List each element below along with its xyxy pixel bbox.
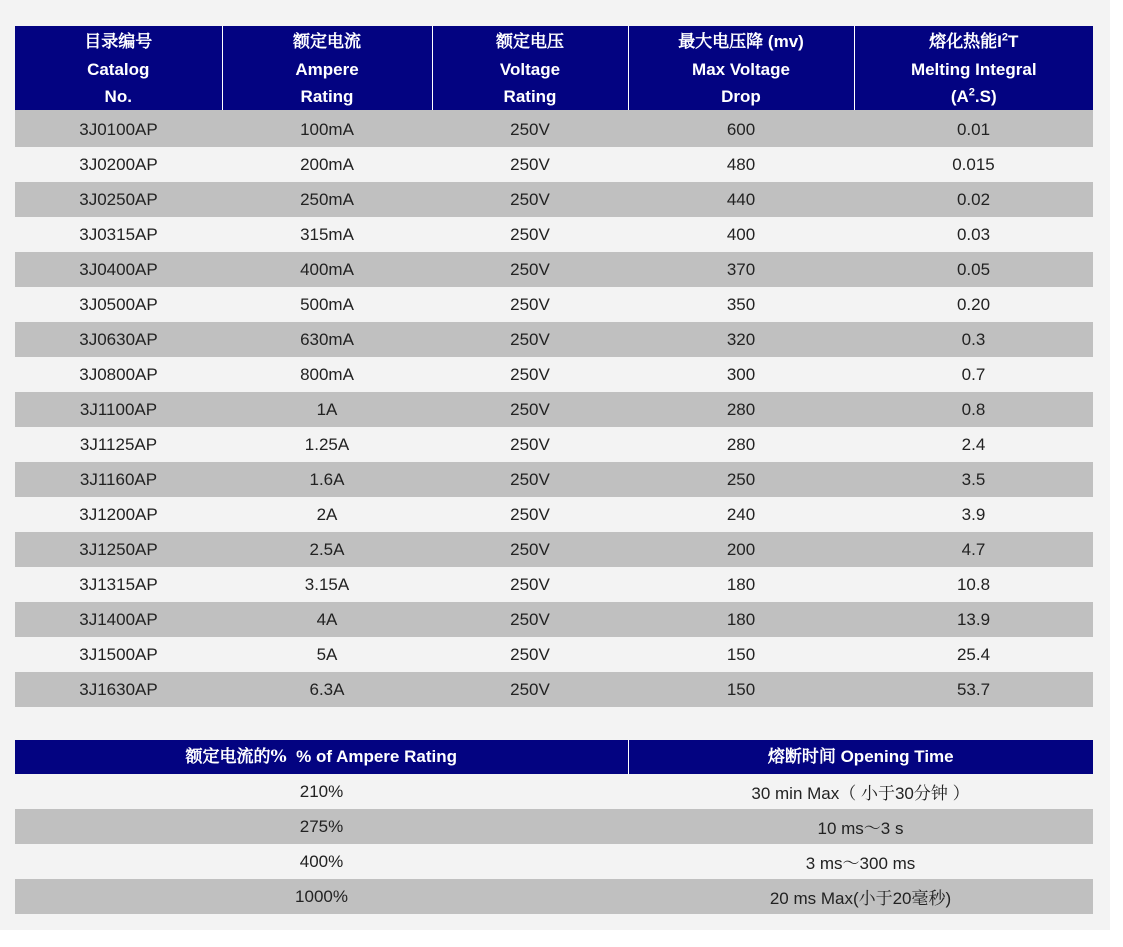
header-drop-line1 <box>629 28 854 56</box>
table-row <box>15 672 1093 707</box>
cell-opening-time: 30 min Max（ 小于30分钟 ） <box>628 774 1093 809</box>
cell-max-voltage-drop: 280 <box>628 392 854 427</box>
time-table-body <box>15 774 1093 914</box>
header-i2t-en2 <box>855 83 1094 110</box>
header-i2t-t: T <box>1007 32 1019 51</box>
spec-table-header-row <box>15 26 1093 110</box>
header-i2t-unit-sup: 2 <box>968 86 975 99</box>
header-catalog-no <box>15 26 222 110</box>
header-drop-en1: Max Voltage <box>692 60 790 79</box>
header-i2t-line1 <box>855 28 1094 56</box>
cell-voltage-rating: 250V <box>432 532 628 567</box>
cell-melting-integral: 0.05 <box>854 252 1093 287</box>
cell-voltage-rating: 250V <box>432 287 628 322</box>
header-i2t-en1: Melting Integral <box>910 60 1037 79</box>
header-i2t-sup: 2 <box>1001 31 1008 44</box>
cell-voltage-rating: 250V <box>432 637 628 672</box>
header-opening-en: Opening Time <box>835 747 954 766</box>
header-max-voltage-drop <box>628 26 854 110</box>
header-drop-en2: Drop <box>721 87 761 106</box>
cell-ampere-rating: 100mA <box>222 110 432 147</box>
cell-voltage-rating: 250V <box>432 462 628 497</box>
cell-max-voltage-drop: 280 <box>628 427 854 462</box>
cell-ampere-rating: 2.5A <box>222 532 432 567</box>
cell-voltage-rating: 250V <box>432 357 628 392</box>
cell-catalog-no: 3J1315AP <box>15 567 222 602</box>
table-row <box>15 774 1093 809</box>
cell-max-voltage-drop: 440 <box>628 182 854 217</box>
cell-opening-time: 20 ms Max(小于20毫秒) <box>628 879 1093 914</box>
table-row <box>15 637 1093 672</box>
header-drop-unit: (mv) <box>763 32 804 51</box>
cell-max-voltage-drop: 180 <box>628 567 854 602</box>
table-row <box>15 879 1093 914</box>
table-row <box>15 182 1093 217</box>
cell-melting-integral: 0.015 <box>854 147 1093 182</box>
header-ampere-rating <box>222 26 432 110</box>
cell-ampere-rating: 1.6A <box>222 462 432 497</box>
cell-percent-ampere: 1000% <box>15 879 628 914</box>
header-melting-integral <box>854 26 1093 110</box>
cell-ampere-rating: 630mA <box>222 322 432 357</box>
cell-voltage-rating: 250V <box>432 322 628 357</box>
cell-catalog-no: 3J1250AP <box>15 532 222 567</box>
cell-melting-integral: 0.7 <box>854 357 1093 392</box>
cell-max-voltage-drop: 320 <box>628 322 854 357</box>
cell-catalog-no: 3J0800AP <box>15 357 222 392</box>
header-catalog-en1: Catalog <box>87 59 150 79</box>
cell-voltage-rating: 250V <box>432 147 628 182</box>
table-row <box>15 252 1093 287</box>
cell-ampere-rating: 2A <box>222 497 432 532</box>
cell-ampere-rating: 315mA <box>222 217 432 252</box>
time-table-header-row <box>15 740 1093 774</box>
table-row <box>15 217 1093 252</box>
cell-percent-ampere: 210% <box>15 774 628 809</box>
table-row <box>15 287 1093 322</box>
fuse-spec-table <box>15 26 1093 707</box>
cell-ampere-rating: 200mA <box>222 147 432 182</box>
cell-catalog-no: 3J0400AP <box>15 252 222 287</box>
cell-voltage-rating: 250V <box>432 217 628 252</box>
cell-voltage-rating: 250V <box>432 252 628 287</box>
opening-time-table <box>15 740 1093 914</box>
cell-catalog-no: 3J1200AP <box>15 497 222 532</box>
cell-max-voltage-drop: 240 <box>628 497 854 532</box>
cell-melting-integral: 10.8 <box>854 567 1093 602</box>
cell-ampere-rating: 4A <box>222 602 432 637</box>
cell-opening-time: 10 ms～3 s <box>628 809 1093 844</box>
cell-voltage-rating: 250V <box>432 497 628 532</box>
cell-melting-integral: 4.7 <box>854 532 1093 567</box>
cell-max-voltage-drop: 150 <box>628 672 854 707</box>
table-row <box>15 147 1093 182</box>
header-percent-ampere <box>15 740 628 774</box>
cell-catalog-no: 3J0500AP <box>15 287 222 322</box>
table-row <box>15 392 1093 427</box>
cell-ampere-rating: 5A <box>222 637 432 672</box>
header-i2t-unit-post: .S) <box>974 87 997 106</box>
cell-melting-integral: 0.03 <box>854 217 1093 252</box>
cell-voltage-rating: 250V <box>432 672 628 707</box>
cell-melting-integral: 13.9 <box>854 602 1093 637</box>
cell-voltage-rating: 250V <box>432 392 628 427</box>
header-ampere-cn: 额定电流 <box>293 31 361 52</box>
table-row <box>15 809 1093 844</box>
header-opening-time <box>628 740 1093 774</box>
header-i2t-cn: 熔化热能 <box>929 32 998 52</box>
cell-percent-ampere: 400% <box>15 844 628 879</box>
cell-catalog-no: 3J0200AP <box>15 147 222 182</box>
cell-melting-integral: 0.8 <box>854 392 1093 427</box>
cell-ampere-rating: 3.15A <box>222 567 432 602</box>
header-voltage-en2: Rating <box>503 86 557 106</box>
cell-melting-integral: 0.3 <box>854 322 1093 357</box>
cell-max-voltage-drop: 200 <box>628 532 854 567</box>
cell-ampere-rating: 500mA <box>222 287 432 322</box>
cell-max-voltage-drop: 300 <box>628 357 854 392</box>
header-voltage-rating <box>432 26 628 110</box>
cell-catalog-no: 3J0315AP <box>15 217 222 252</box>
cell-ampere-rating: 6.3A <box>222 672 432 707</box>
cell-melting-integral: 3.5 <box>854 462 1093 497</box>
cell-voltage-rating: 250V <box>432 602 628 637</box>
table-row <box>15 462 1093 497</box>
table-row <box>15 427 1093 462</box>
cell-melting-integral: 0.01 <box>854 110 1093 147</box>
header-i2t-unit-pre: (A <box>950 87 969 106</box>
header-voltage-en1: Voltage <box>499 59 561 79</box>
cell-melting-integral: 0.02 <box>854 182 1093 217</box>
cell-ampere-rating: 400mA <box>222 252 432 287</box>
table-row <box>15 532 1093 567</box>
cell-voltage-rating: 250V <box>432 110 628 147</box>
cell-ampere-rating: 1A <box>222 392 432 427</box>
header-ampere-en1: Ampere <box>295 59 359 79</box>
cell-opening-time: 3 ms～300 ms <box>628 844 1093 879</box>
cell-melting-integral: 3.9 <box>854 497 1093 532</box>
table-row <box>15 602 1093 637</box>
table-row <box>15 497 1093 532</box>
header-opening-cn: 熔断时间 <box>767 747 836 767</box>
table-row <box>15 322 1093 357</box>
header-i2t-i: I <box>997 32 1002 51</box>
cell-voltage-rating: 250V <box>432 427 628 462</box>
header-percent-en: % of Ampere Rating <box>286 747 457 766</box>
cell-catalog-no: 3J1160AP <box>15 462 222 497</box>
header-ampere-en2: Rating <box>300 86 354 106</box>
cell-catalog-no: 3J1400AP <box>15 602 222 637</box>
cell-max-voltage-drop: 150 <box>628 637 854 672</box>
cell-max-voltage-drop: 480 <box>628 147 854 182</box>
header-catalog-en2: No. <box>104 86 132 106</box>
cell-ampere-rating: 800mA <box>222 357 432 392</box>
cell-melting-integral: 0.20 <box>854 287 1093 322</box>
table-row <box>15 567 1093 602</box>
spec-table-body <box>15 110 1093 707</box>
cell-catalog-no: 3J0630AP <box>15 322 222 357</box>
cell-percent-ampere: 275% <box>15 809 628 844</box>
cell-catalog-no: 3J0100AP <box>15 110 222 147</box>
cell-catalog-no: 3J1630AP <box>15 672 222 707</box>
table-row <box>15 357 1093 392</box>
cell-catalog-no: 3J1125AP <box>15 427 222 462</box>
cell-ampere-rating: 1.25A <box>222 427 432 462</box>
header-percent-cn: 额定电流的% <box>185 747 287 767</box>
cell-max-voltage-drop: 180 <box>628 602 854 637</box>
cell-catalog-no: 3J1500AP <box>15 637 222 672</box>
cell-melting-integral: 53.7 <box>854 672 1093 707</box>
cell-melting-integral: 25.4 <box>854 637 1093 672</box>
cell-ampere-rating: 250mA <box>222 182 432 217</box>
cell-max-voltage-drop: 400 <box>628 217 854 252</box>
header-drop-cn: 最大电压降 <box>678 32 764 52</box>
table-row <box>15 110 1093 147</box>
cell-voltage-rating: 250V <box>432 182 628 217</box>
header-catalog-cn: 目录编号 <box>84 31 153 52</box>
table-row <box>15 844 1093 879</box>
cell-melting-integral: 2.4 <box>854 427 1093 462</box>
cell-catalog-no: 3J0250AP <box>15 182 222 217</box>
cell-max-voltage-drop: 370 <box>628 252 854 287</box>
cell-max-voltage-drop: 600 <box>628 110 854 147</box>
cell-max-voltage-drop: 250 <box>628 462 854 497</box>
cell-voltage-rating: 250V <box>432 567 628 602</box>
cell-max-voltage-drop: 350 <box>628 287 854 322</box>
cell-catalog-no: 3J1100AP <box>15 392 222 427</box>
header-voltage-cn: 额定电压 <box>496 31 564 52</box>
